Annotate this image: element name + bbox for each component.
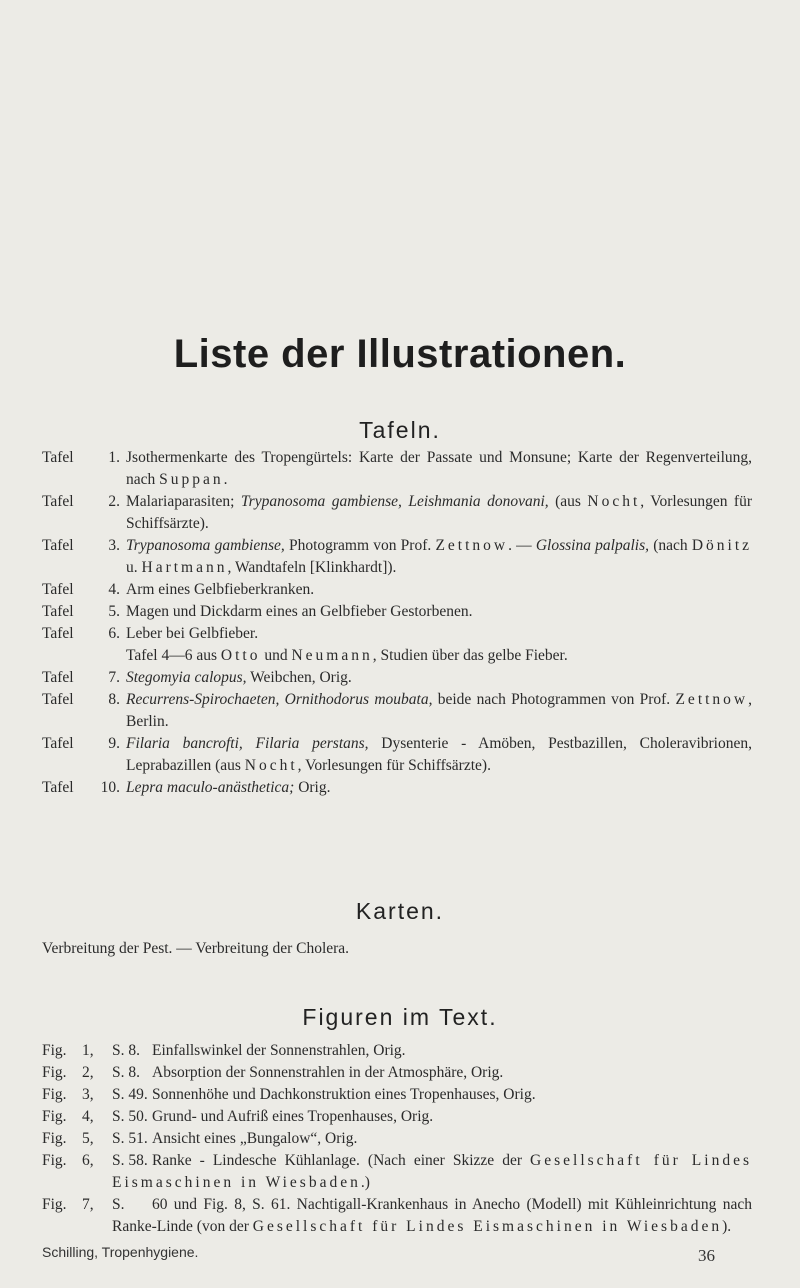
figuren-heading: Figuren im Text. [302, 1004, 498, 1030]
tafel-number: 4. [108, 581, 120, 598]
tafel-label: Tafel [42, 779, 74, 796]
tafel-label: Tafel [42, 669, 74, 686]
spaced-name: Hartmann [141, 559, 228, 576]
tafel-label: Tafel [42, 625, 74, 642]
tafel-label: Tafel [42, 735, 74, 752]
figuren-list [0, 1040, 800, 1238]
footer-author-title: Schilling, Tropenhygiene. [42, 1244, 199, 1260]
tafel-entry [0, 601, 800, 623]
figure-description [112, 1150, 752, 1194]
text-segment: , Wandtafeln [Klinkhardt]). [227, 559, 397, 576]
tafel-label: Tafel [42, 537, 74, 554]
karten-line: Verbreitung der Pest. — Verbreitung der Cholera. [42, 940, 350, 957]
figure-label: Fig. [42, 1042, 67, 1059]
text-segment: u. [126, 559, 142, 576]
figure-label: Fig. [42, 1130, 67, 1147]
spaced-name: Nocht [244, 757, 298, 774]
text-segment: Jsothermenkarte des Tropengürtels: Karte der Passate und Monsune; Karte der Regenverteilung, nach [126, 449, 752, 488]
karten-heading: Karten. [355, 898, 445, 924]
tafel-number: 7. [108, 669, 120, 686]
tafel-label: Tafel [42, 691, 74, 708]
text-segment: (nach [649, 537, 692, 554]
figure-number: 2, [82, 1064, 94, 1081]
text-segment: .) [360, 1174, 370, 1191]
spaced-name: Zettnow [435, 537, 509, 554]
italic-text: Stegomyia calopus, [126, 669, 247, 686]
figure-page-ref: S. 8. [112, 1042, 140, 1059]
tafel-description [126, 491, 752, 535]
tafel-description [126, 447, 752, 491]
text-segment: , Studien über das gelbe Fieber. [372, 647, 568, 664]
tafeln-source-note [126, 645, 800, 667]
text-segment: beide nach Photogrammen von Prof. [432, 691, 676, 708]
figure-number: 1, [82, 1042, 94, 1059]
text-segment: Einfallswinkel der Sonnenstrahlen, Orig. [152, 1042, 406, 1059]
tafel-description [126, 601, 752, 623]
tafel-description [126, 535, 752, 579]
tafel-description [126, 689, 752, 733]
figure-entry [0, 1150, 800, 1194]
tafel-description [126, 579, 752, 601]
text-segment: Tafel 4—6 aus [126, 647, 221, 664]
figure-page-ref: S. 58. [112, 1152, 148, 1169]
spaced-name: Gesellschaft für Lindes Eismaschinen in Wiesbaden [112, 1152, 752, 1191]
italic-text: Trypanosoma gambiense, Leishmania donovani, [240, 493, 549, 510]
text-segment: Grund- und Aufriß eines Tropenhauses, Orig. [152, 1108, 434, 1125]
figure-description [112, 1106, 752, 1128]
text-segment: und [260, 647, 292, 664]
figure-label: Fig. [42, 1086, 67, 1103]
tafel-description [126, 623, 752, 645]
spaced-name: Neumann [291, 647, 373, 664]
text-segment: Leber bei Gelbfieber. [126, 625, 259, 642]
tafel-description [126, 667, 752, 689]
text-segment: Photogramm von Prof. [284, 537, 436, 554]
page-number: 36 [698, 1246, 715, 1265]
tafel-label: Tafel [42, 449, 74, 466]
figure-entry [0, 1062, 800, 1084]
tafel-entry [0, 579, 800, 601]
tafel-number: 3. [108, 537, 120, 554]
figure-number: 6, [82, 1152, 94, 1169]
figure-label: Fig. [42, 1196, 67, 1213]
figure-label: Fig. [42, 1152, 67, 1169]
tafel-description [126, 777, 752, 799]
text-segment: Absorption der Sonnenstrahlen in der Atmosphäre, Orig. [152, 1064, 504, 1081]
tafel-entry [0, 623, 800, 645]
figure-number: 5, [82, 1130, 94, 1147]
figure-label: Fig. [42, 1064, 67, 1081]
spaced-name: Zettnow [675, 691, 749, 708]
italic-text: Filaria bancrofti, Filaria perstans, [126, 735, 369, 752]
text-segment: Ranke - Lindesche Kühlanlage. (Nach einer Skizze der [152, 1152, 531, 1169]
text-segment: . — [508, 537, 536, 554]
figure-description [112, 1040, 752, 1062]
tafel-number: 6. [108, 625, 120, 642]
figure-description [112, 1084, 752, 1106]
text-segment: 60 und Fig. 8, S. 61. Nachtigall-Krankenhaus in Anecho (Modell) mit Kühleinrichtung nach Ranke-Linde (von der [112, 1196, 752, 1235]
figure-description [112, 1128, 752, 1150]
figure-entry [0, 1084, 800, 1106]
tafel-number: 1. [108, 449, 120, 466]
figure-label: Fig. [42, 1108, 67, 1125]
figure-page-ref: S. 8. [112, 1064, 140, 1081]
tafel-number: 10. [100, 779, 120, 796]
spaced-name: Gesellschaft für Lindes Eismaschinen in Wiesbaden [252, 1218, 723, 1235]
figure-number: 7, [82, 1196, 94, 1213]
tafel-number: 8. [108, 691, 120, 708]
tafel-entry [0, 689, 800, 733]
figure-page-ref: S. 49. [112, 1086, 148, 1103]
figure-entry [0, 1194, 800, 1238]
text-segment: Malariaparasiten; [126, 493, 241, 510]
page-title: Liste der Illustrationen. [173, 332, 627, 376]
spaced-name: Suppan [159, 471, 224, 488]
text-segment: (aus [548, 493, 588, 510]
spaced-name: Otto [220, 647, 261, 664]
text-segment: Arm eines Gelbfieberkranken. [126, 581, 315, 598]
tafel-entry [0, 535, 800, 579]
text-segment: , Vorlesungen für Schiffsärzte). [297, 757, 491, 774]
italic-text: Trypanosoma gambiense, [126, 537, 285, 554]
tafel-label: Tafel [42, 603, 74, 620]
italic-text: Recurrens-Spirochaeten, Ornithodorus moubata, [126, 691, 433, 708]
tafel-entry [0, 491, 800, 535]
tafel-entry [0, 667, 800, 689]
text-segment: Magen und Dickdarm eines an Gelbfieber Gestorbenen. [126, 603, 473, 620]
figure-number: 3, [82, 1086, 94, 1103]
tafel-description [126, 733, 752, 777]
text-segment: Weibchen, Orig. [246, 669, 352, 686]
tafel-label: Tafel [42, 581, 74, 598]
italic-text: Lepra maculo-anästhetica; [126, 779, 295, 796]
figure-page-ref: S. [112, 1196, 125, 1213]
spaced-name: Nocht [587, 493, 641, 510]
text-segment: ). [722, 1218, 732, 1235]
text-segment: Dysenterie - Amöben, Pestbazillen, Choleravibrionen, Leprabazillen (aus [126, 735, 752, 774]
tafel-number: 2. [108, 493, 120, 510]
tafeln-list [0, 447, 800, 799]
tafel-entry [0, 777, 800, 799]
figure-entry [0, 1128, 800, 1150]
tafel-number: 5. [108, 603, 120, 620]
figure-description [112, 1194, 752, 1238]
tafel-number: 9. [108, 735, 120, 752]
italic-text: Glossina palpalis, [535, 537, 649, 554]
text-segment: , Vorlesungen für Schiffsärzte). [126, 493, 753, 532]
figure-entry [0, 1106, 800, 1128]
figure-page-ref: S. 50. [112, 1108, 148, 1125]
spaced-name: Dönitz [691, 537, 752, 554]
figure-page-ref: S. 51. [112, 1130, 148, 1147]
text-segment: . [223, 471, 228, 488]
tafel-label: Tafel [42, 493, 74, 510]
text-segment: Orig. [294, 779, 331, 796]
text-segment: Sonnenhöhe und Dachkonstruktion eines Tropenhauses, Orig. [152, 1086, 536, 1103]
figure-entry [0, 1040, 800, 1062]
tafeln-heading: Tafeln. [359, 417, 441, 443]
text-segment: Ansicht eines „Bungalow“, Orig. [152, 1130, 358, 1147]
text-segment: , Berlin. [126, 691, 752, 730]
tafel-entry [0, 447, 800, 491]
figure-number: 4, [82, 1108, 94, 1125]
tafel-entry [0, 733, 800, 777]
figure-description [112, 1062, 752, 1084]
